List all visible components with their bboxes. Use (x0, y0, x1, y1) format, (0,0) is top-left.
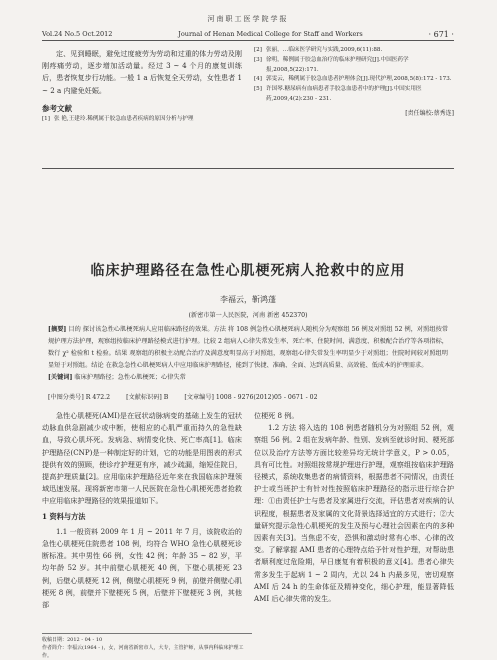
general-data-paragraph: 1.1 一般资料 2009 年 1 月 ~ 2011 年 7 月，该院收治的急性心肌梗死住院患者 108 例，均符合 WHO 急性心肌梗死诊断标准。其中男性 66 例，女性 42 例；年龄 35 ~ 82 岁，平均年龄 52 岁。其中前壁心肌梗死 40 例，下壁心肌梗死 23 例，后壁心肌梗死 12 例，侧壁心肌梗死 9 例，前壁并侧壁心肌梗死 8 例，前壁并下壁梗死 5 例，后壁并下壁梗死 3 例，其他部 (42, 526, 242, 610)
body-left-column (42, 410, 242, 611)
abstract-text: 目的 探讨该急性心肌梗死病人应用临床路径的效果。方法 将 108 例急性心肌梗死病人随机分为观察组 56 例及对照组 52 例，对照组按常规护理方法护理，观察组按临床护理路径模式进行护理。比较 2 组病人心律失常发生率、死亡率、住院时间、满意度、积极配合治疗等各项指标，数行 χ² 检验和 t 检验。结果 观察组的积极主动配合治疗及满意度明显高于对照组，观察组心律失常发生率明显少于对照组；住院时间较对照组明显短于对照组。结论 在救急急性心肌梗死病人中应用临床护理路径，能到了快捷、准确、全面、达到高质量、高效能、低成本的护理需求。 (48, 326, 449, 369)
article-title: 临床护理路径在急性心肌梗死病人抢救中的应用 (90, 263, 406, 279)
journal-title-en: Journal of Henan Medical College for Staff and Workers (178, 30, 363, 38)
classification-row (48, 392, 448, 401)
clc-number: [中图分类号] R 472.2 (48, 394, 111, 401)
prev-article-left-column (42, 48, 242, 125)
article-affiliation: (新密市第一人民医院，河南 新密 452370) (188, 312, 308, 319)
references-heading: 参考文献 (42, 103, 72, 113)
reference-item: [1] 张 艳,王建玲.稀例属于胶急血患者疾病的原因分析与护理 (42, 116, 194, 123)
continuation-line: 位梗死 8 例。 (254, 411, 299, 420)
abstract-block (48, 324, 448, 384)
body-right-column (254, 410, 454, 605)
reference-item: [2] 张丽，…临床医学研究与实践,2009,6(11):88. (254, 47, 383, 53)
document-code: [文献标识码] B (126, 394, 169, 401)
received-date: 收稿日期：2012 - 04 - 10 (42, 637, 103, 643)
reference-item: [5] 许国琴.糖尿病有血病患者手胶急血患者中的护理[J].中国实用医药,2009,4(2):230 - 231. (254, 86, 422, 102)
volume-info: Vol.24 No.5 Oct.2012 (42, 30, 113, 38)
section-heading: 1 资料与方法 (42, 511, 86, 521)
prev-article-paragraph: 定、见到睡眠，避免过度疲劳为劳动和过重的体力劳动及刚刚疼痛劳动，逐步增加活动量。经过 3 ~ 4 个月的康复训练后，患者恢复步行功能。一般 1 a 后恢复全天劳动，女性患者 1 ~ 2 a 内避免妊娠。 (42, 49, 242, 95)
footnote (42, 633, 252, 660)
keywords-text: 临床护理路径；急性心肌梗死；心律失常 (74, 374, 186, 381)
article-authors: 李福云，靳鸿蓬 (220, 295, 276, 304)
methods-paragraph: 1.2 方法 将入选的 108 例患者随机分为对照组 52 例，观察组 56 例。2 组在发病年龄、性别、发病至就诊时间、梗死部位以及治疗方法等方面比较差异均无统计学意义，P > 0.05，具有可比性。对照组按常规护理进行护理，观察组按临床护理路径模式，系统收集患者的病情资料，根据患者不同情况，由责任护士或当班护士有针对性按照临床护理路径的指示进行综合护理：①由责任护士与患者及家属进行交流，评估患者对疾病的认识程度，根据患者及家属的文化背景选择适宜的方式进行；②大量研究提示急性心肌梗死的发生及预与心理社会因素在内的多种因素有关[3]。当焦虑不安，恐惧和激动时常有心率、心律的改变。了解掌握 AMI 患者的心理特点给予针对性护理，对帮助患者顺利度过危险期，早日康复有着积极的意义[4]。患者心律失常多发生于起病 1 ~ 2 周内，尤以 24 h 内最多见，密切观察 AMI 后 24 h 的生命体征及精神变化，细心护理，能显著降低 AMI 后心律失常的发生。 (254, 423, 454, 604)
article-id: [文章编号] 1008 - 9276(2012)05 - 0671 - 02 (184, 394, 318, 401)
reference-item: [4] 郭雯云，稀例属于胶急血患者护理体会[J].现代护理,2008,5(8):172 - 173. (254, 76, 452, 83)
reference-item: [3] 徐明，稀例属于胶急血治疗的临床护理研究[J].中国医药学报,2008,5(22):171. (254, 56, 409, 73)
section-divider (42, 168, 454, 169)
header-rule (42, 40, 454, 41)
keywords-label: [关键词] (48, 374, 73, 381)
reference-list-left (42, 115, 242, 125)
page-number: · 671 · (428, 30, 454, 39)
abstract-label: [摘要] (48, 326, 67, 333)
reference-list-right (254, 46, 454, 105)
author-bio: 作者简介：李福云(1964 - )，女，河南省新密市人，大专，主管护师，从事内科临床护理工作。 (42, 645, 244, 659)
editor-note: [责任编校:蔡秀连] (405, 109, 454, 117)
running-header (42, 14, 454, 39)
intro-paragraph: 急性心肌梗死(AMI)是在冠状动脉病变的基础上发生的冠状动脉血供急剧减少或中断，使相应的心肌严重而持久的急性缺血，导致心肌坏死。发病急、病情变化快、死亡率高[1]。临床护理路径(CNP)是一种制定好的计划，它的功能是用图表的形式提供有效的照顾，使诊疗护理更有序，减少疏漏，缩短住院日，提高护理质量[2]。应用临床护理路径近年来在我国临床护理领域迅速发展。现将新密市第一人民医院在急性心肌梗死患者抢救中应用临床护理路径的效果报道如下。 (42, 411, 242, 506)
journal-title-cn: 河南职工医学院学报 (207, 15, 289, 23)
prev-article-right-column (254, 46, 454, 119)
